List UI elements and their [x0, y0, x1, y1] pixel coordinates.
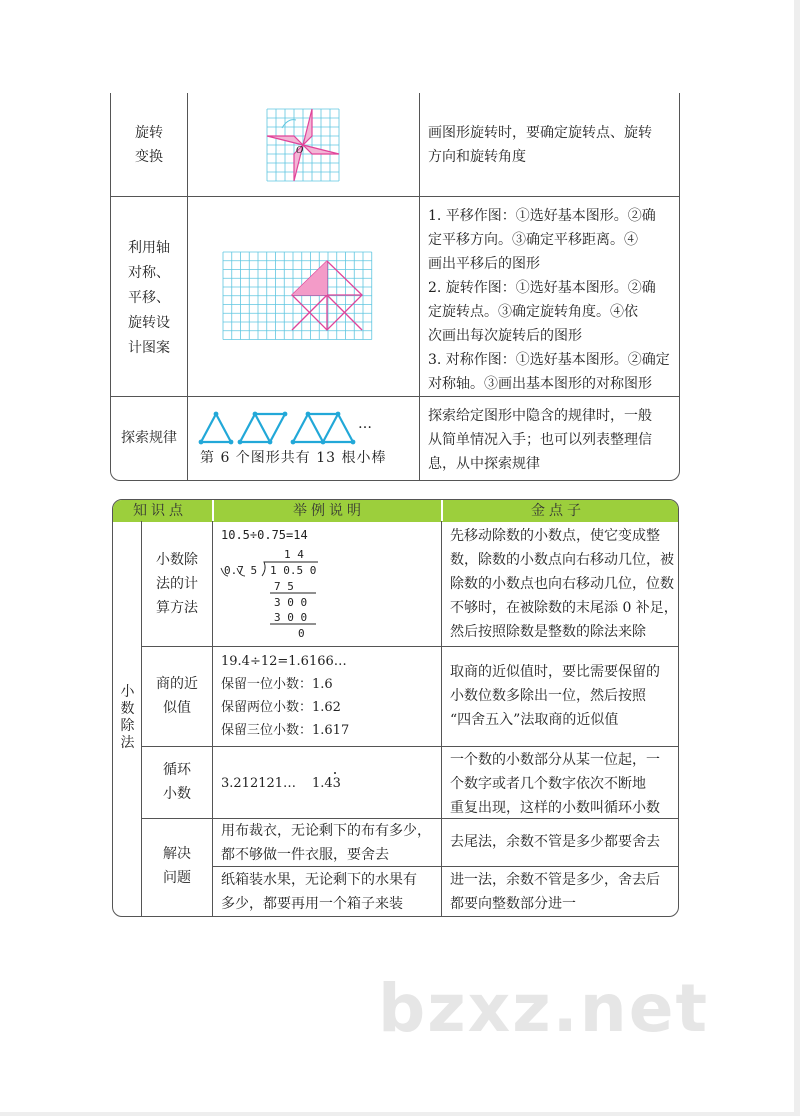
row-divider [110, 196, 680, 197]
svg-text:1 0.5 0: 1 0.5 0 [270, 564, 317, 577]
svg-text:0.7 5: 0.7 5 [224, 564, 258, 577]
problem-example-1: 用布裁衣，无论剩下的布有多少， 都不够做一件衣服，要舍去 [221, 823, 431, 863]
svg-text:1 4: 1 4 [284, 548, 304, 561]
row-divider [110, 396, 680, 397]
row-label-repeating: 循环 小数 [163, 762, 191, 802]
approx-tip: 取商的近似值时，要比需要保留的 小数位数多除出一位，然后按照 “四舍五入”法取商的近似值 [450, 664, 660, 728]
repeating-example-a: 3.212121… [221, 776, 297, 791]
page-edge-bottom [0, 1112, 800, 1116]
col-divider [187, 93, 188, 481]
table-header [113, 500, 678, 522]
problem-example-2: 纸箱装水果，无论剩下的水果有 多少，都要再用一个箱子来装 [221, 872, 417, 912]
triangle-sticks-figure [196, 406, 376, 446]
header-example: 举例说明 [293, 503, 365, 519]
svg-text:3 0 0: 3 0 0 [274, 611, 308, 624]
repeat-dot [334, 772, 336, 774]
svg-text:7 5: 7 5 [274, 580, 294, 593]
repeating-tip: 一个数的小数部分从某一位起，一 个数字或者几个数字依次不断地 重复出现，这样的小数叫循环小数 [450, 752, 660, 816]
header-knowledge: 知识点 [133, 503, 187, 519]
col-divider [419, 93, 420, 481]
row-label-design: 利用轴 对称、 平移、 旋转设 计图案 [128, 240, 170, 356]
watermark: bzxz.net [378, 970, 710, 1047]
topic-label: 小 数 除 法 [120, 684, 135, 751]
svg-text:3 0 0: 3 0 0 [274, 596, 308, 609]
long-division [218, 546, 328, 642]
row-label-approx: 商的近 似值 [156, 676, 198, 716]
header-tip: 金点子 [531, 503, 585, 519]
problem-tip-1: 去尾法，余数不管是多少都要舍去 [450, 834, 660, 850]
page-edge [794, 0, 800, 1116]
row-label-method: 小数除 法的计 算方法 [156, 552, 198, 616]
pattern-caption: 第 6 个图形共有 13 根小棒 [200, 450, 387, 466]
rotation-figure [262, 104, 342, 184]
approx-example: 19.4÷12=1.6166… 保留一位小数：1.6 保留两位小数：1.62 保留三位小数：1.617 [221, 654, 350, 738]
svg-text:0: 0 [298, 627, 305, 640]
method-tip: 先移动除数的小数点，使它变成整 数，除数的小数点向右移动几位，被 除数的小数点也向右移动几位，位数 不够时，在被除数的末尾添 0 补足， 然后按照除数是整数的除法来除 [450, 528, 678, 640]
pattern-tip: 探索给定图形中隐含的规律时，一般 从简单情况入手；也可以列表整理信 息，从中探索规律 [428, 408, 652, 472]
svg-text:O: O [296, 146, 304, 156]
method-example: 10.5÷0.75=14 [221, 528, 308, 542]
problem-tip-2: 进一法，余数不管是多少，舍去后 都要向整数部分进一 [450, 872, 660, 912]
row-label-rotation: 旋转 变换 [135, 125, 163, 165]
repeating-example-b: 1.43 [312, 776, 341, 791]
rotation-tip: 画图形旋转时，要确定旋转点、旋转 方向和旋转角度 [428, 125, 652, 165]
row-label-pattern: 探索规律 [121, 430, 177, 446]
row-label-problem: 解决 问题 [163, 846, 191, 886]
ellipsis: … [358, 416, 372, 432]
design-tip: 1. 平移作图：①选好基本图形。②确 定平移方向。③确定平移距离。④ 画出平移后的图形 2. 旋转作图：①选好基本图形。②确 定旋转点。③确定旋转角度。④依 次画出每次旋转后的图形 3. 对称作图：①选好基本图形。②确定 对称轴。③画出基本图形的对称图形 [428, 208, 670, 392]
design-figure [221, 250, 381, 344]
